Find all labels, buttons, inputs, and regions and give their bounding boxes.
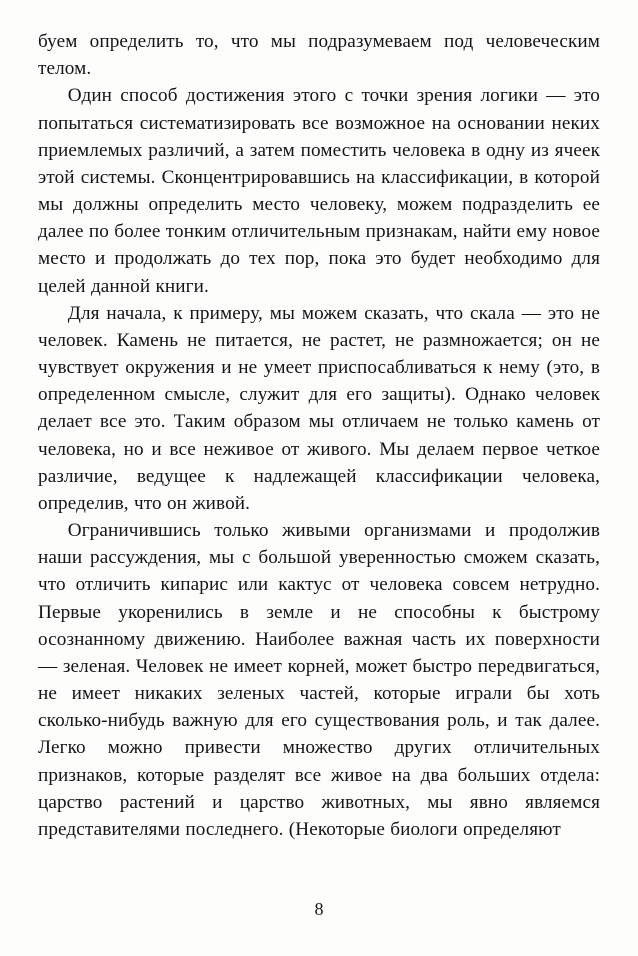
page-number: 8 — [314, 899, 324, 919]
paragraph: Ограничившись только живыми организмами и продолжив наши рассуждения, мы с большой уверенностью сможем сказать, что отличить кипарис или кактус от человека совсем нетрудно. Первые укоренились в земле и не способны к быстрому осознанному движению. Наиболее важная часть их поверхности — зеленая. Человек не имеет корней, может быстро передвигаться, не имеет никаких зеленых частей, которые играли бы хоть сколько-нибудь важную для его существования роль, и так далее. Легко можно привести множество других отличительных признаков, которые разделят все живое на два больших отдела: царство растений и царство животных, мы явно являемся представителями последнего. (Некоторые биологи определяют — [38, 520, 600, 840]
paragraph: буем определить то, что мы подразумеваем под человеческим телом. — [38, 31, 600, 80]
paragraph: Для начала, к примеру, мы можем сказать, что скала — это не человек. Камень не питается, не растет, не размножается; он не чувствует окружения и не умеет приспосабливаться к нему (это, в определенном смысле, служит для его защиты). Однако человек делает все это. Таким образом мы отличаем не только камень от человека, но и все неживое от живого. Мы делаем первое четкое различие, ведущее к надлежащей классификации человека, определив, что он живой. — [38, 302, 600, 514]
paragraph: Один способ достижения этого с точки зрения логики — это попытаться систематизировать все возможное на основании неких приемлемых различий, а затем поместить человека в одну из ячеек этой системы. Сконцентрировавшись на классификации, в которой мы должны определить место человеку, можем подразделить ее далее по более тонким отличительным признакам, найти ему новое место и продолжать до тех пор, пока это будет необходимо для целей данной книги. — [38, 85, 600, 297]
page-body — [38, 28, 600, 843]
